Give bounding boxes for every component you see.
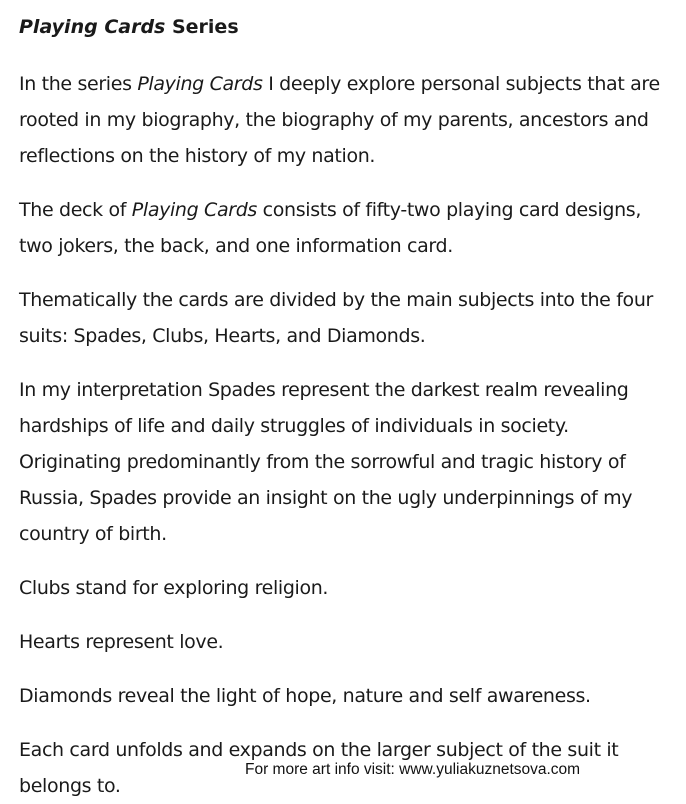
paragraph-diamonds: Diamonds reveal the light of hope, nature and self awareness.	[19, 685, 591, 707]
paragraph-spades: In my interpretation Spades represent the darkest realm revealing hardships of life and daily struggles of individuals in society. Originating predominantly from the sorrowful and tragic history of Russia, Spades provide an insight on the ugly underpinnings of my country of birth.	[19, 379, 633, 545]
paragraph-conclusion: Each card unfolds and expands on the larger subject of the suit it belongs to.	[19, 739, 619, 797]
paragraph-intro-italic: Playing Cards	[137, 73, 263, 95]
paragraph-intro-text-start: In the series	[19, 73, 138, 95]
website-note: For more art info visit: www.yuliakuznetsova.com	[245, 761, 581, 778]
article-body	[19, 10, 671, 804]
paragraph-intro-text-end: I deeply explore personal subjects that are rooted in my biography, the biography of my parents, ancestors and reflections on the history of my nation.	[19, 73, 660, 167]
paragraph-hearts: Hearts represent love.	[19, 631, 224, 653]
paragraph-suits: Thematically the cards are divided by the main subjects into the four suits: Spades, Clubs, Hearts, and Diamonds.	[19, 289, 653, 347]
paragraph-deck-text-start: The deck of	[19, 199, 132, 221]
paragraph-deck	[19, 192, 671, 264]
paragraph-deck-text-end: consists of fifty-two playing card designs, two jokers, the back, and one information card.	[19, 199, 642, 257]
paragraph-deck-italic: Playing Cards	[131, 199, 257, 221]
paragraph-intro	[19, 66, 671, 174]
title-rest: Series	[165, 16, 239, 38]
title-italic: Playing Cards	[19, 16, 166, 38]
page-title	[19, 10, 671, 44]
paragraph-clubs: Clubs stand for exploring religion.	[19, 577, 329, 599]
